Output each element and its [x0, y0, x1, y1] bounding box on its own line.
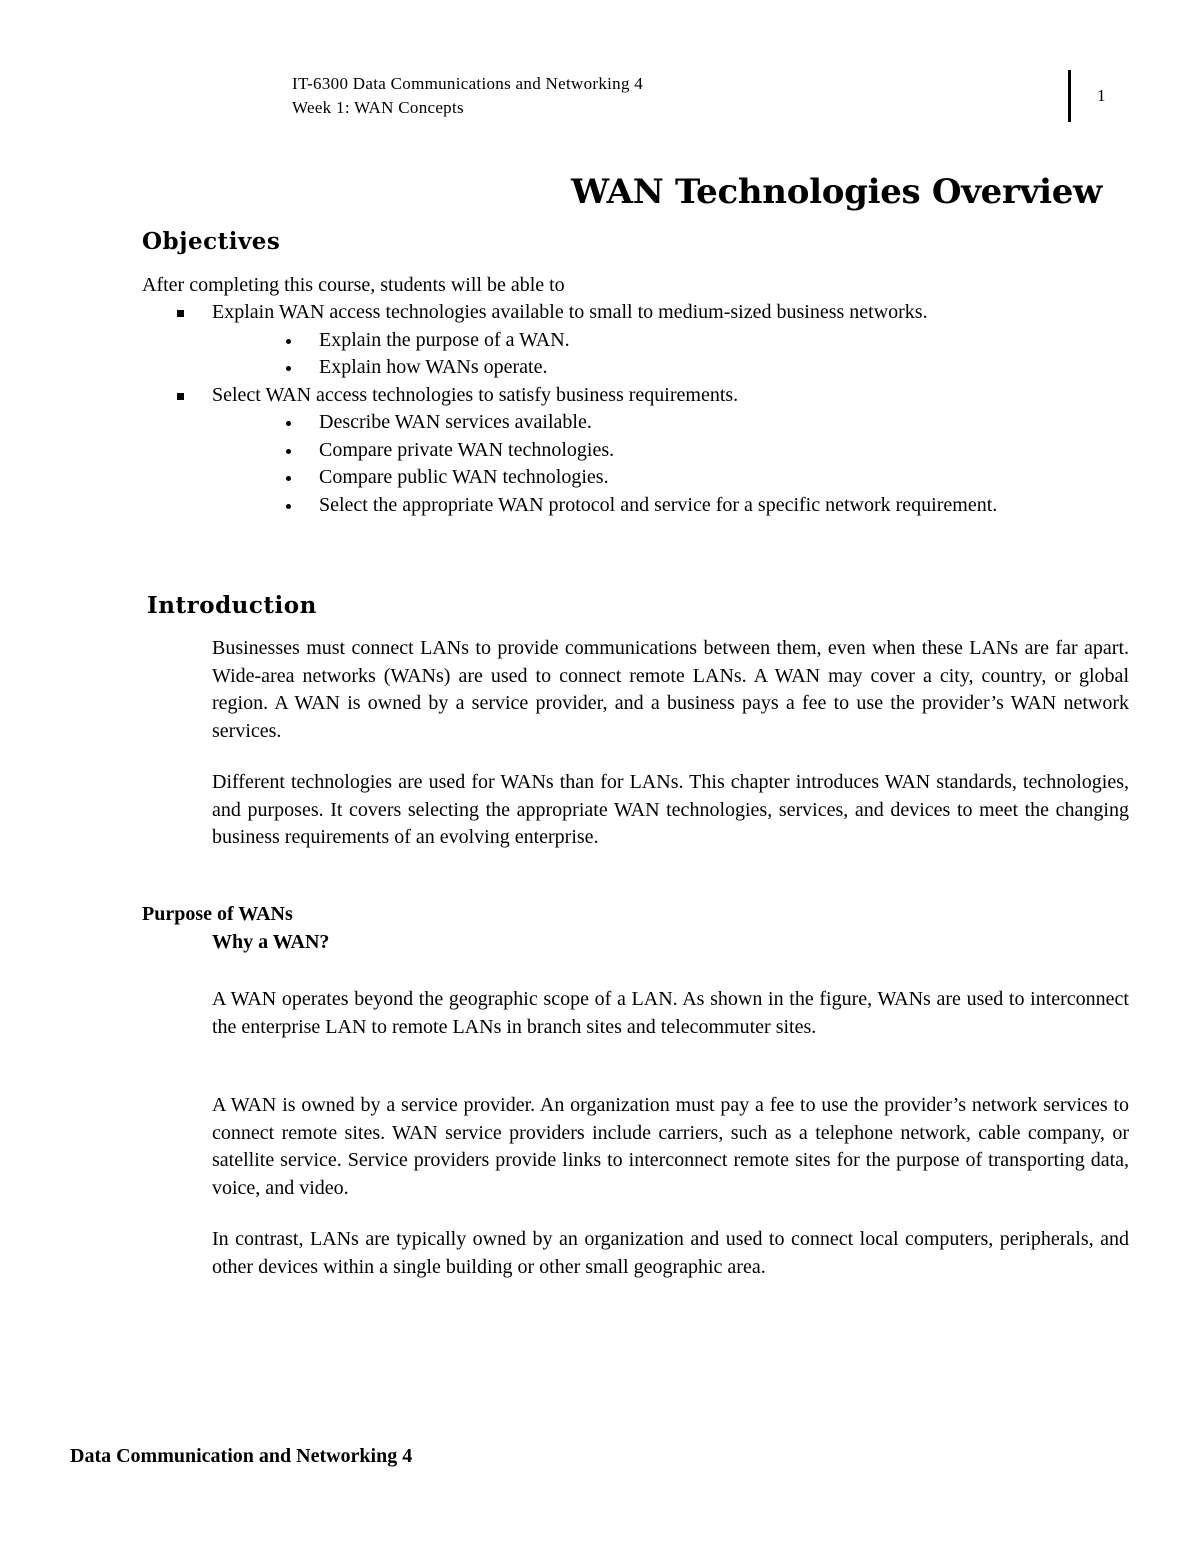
square-bullet-icon: [177, 310, 184, 317]
introduction-paragraph: Different technologies are used for WANs than for LANs. This chapter introduces WAN standards, technologies, and purposes. It covers selecting the appropriate WAN technologies, services, and devices to meet the changing business requirements of an evolving enterprise.: [212, 771, 1129, 848]
header-week-title: Week 1: WAN Concepts: [292, 98, 464, 117]
objective-subitem-text: Describe WAN services available.: [319, 411, 592, 433]
objectives-heading: Objectives: [142, 228, 281, 255]
header-divider: [1068, 70, 1071, 122]
purpose-paragraph: A WAN is owned by a service provider. An organization must pay a fee to use the provider’s network services to connect remote sites. WAN service providers include carriers, such as a telephone network, cable company, or satellite service. Service providers provide links to interconnect remote sites for the purpose of transporting data, voice, and video.: [212, 1094, 1129, 1199]
introduction-heading: Introduction: [147, 592, 317, 619]
objective-subitem-text: Explain how WANs operate.: [319, 356, 548, 378]
objective-text: Select WAN access technologies to satisfy business requirements.: [212, 383, 739, 406]
round-bullet-icon: [286, 366, 291, 371]
objective-text: Explain WAN access technologies available to small to medium-sized business networks.: [212, 301, 928, 323]
page-number: 1: [1097, 86, 1106, 105]
objective-subitem-text: Select the appropriate WAN protocol and service for a specific network requirement.: [319, 493, 998, 516]
objective-subitem: [283, 354, 1049, 382]
objective-subitem-text: Compare public WAN technologies.: [319, 466, 609, 488]
purpose-heading: Purpose of WANs: [142, 903, 293, 925]
objective-subitem-text: Explain the purpose of a WAN.: [319, 328, 570, 351]
purpose-subheading: Why a WAN?: [212, 931, 330, 953]
running-header: [292, 72, 643, 120]
introduction-paragraph: Businesses must connect LANs to provide communications between them, even when these LANs are far apart. Wide-area networks (WANs) are used to connect remote LANs. A WAN may cover a city, country, or global region. A WAN is owned by a service provider, and a business pays a fee to use the provider’s WAN network services.: [212, 637, 1129, 742]
objective-subitem-text: Compare private WAN technologies.: [319, 438, 615, 461]
objective-item: [176, 382, 1049, 520]
header-course-title: IT-6300 Data Communications and Networking 4: [292, 74, 644, 93]
page-footer: Data Communication and Networking 4: [70, 1445, 413, 1467]
objective-sublist: [212, 327, 1049, 382]
square-bullet-icon: [177, 393, 184, 400]
purpose-paragraph: A WAN operates beyond the geographic scope of a LAN. As shown in the figure, WANs are used to interconnect the enterprise LAN to remote LANs in branch sites and telecommuter sites.: [212, 988, 1129, 1038]
page-title: WAN Technologies Overview: [570, 172, 1102, 212]
objectives-list: [176, 299, 1049, 519]
objective-subitem: [283, 492, 1039, 520]
objectives-intro: After completing this course, students will be able to: [142, 274, 565, 296]
round-bullet-icon: [286, 449, 291, 454]
round-bullet-icon: [286, 421, 291, 426]
objective-item: [176, 299, 1049, 382]
objective-subitem: [283, 409, 1049, 437]
round-bullet-icon: [286, 339, 291, 344]
objective-subitem: [283, 327, 1049, 355]
round-bullet-icon: [286, 476, 291, 481]
objective-subitem: [283, 464, 1049, 492]
objective-sublist: [212, 409, 1049, 519]
objective-subitem: [283, 437, 1049, 465]
round-bullet-icon: [286, 504, 291, 509]
purpose-paragraph: In contrast, LANs are typically owned by an organization and used to connect local computers, peripherals, and other devices within a single building or other small geographic area.: [212, 1228, 1129, 1278]
